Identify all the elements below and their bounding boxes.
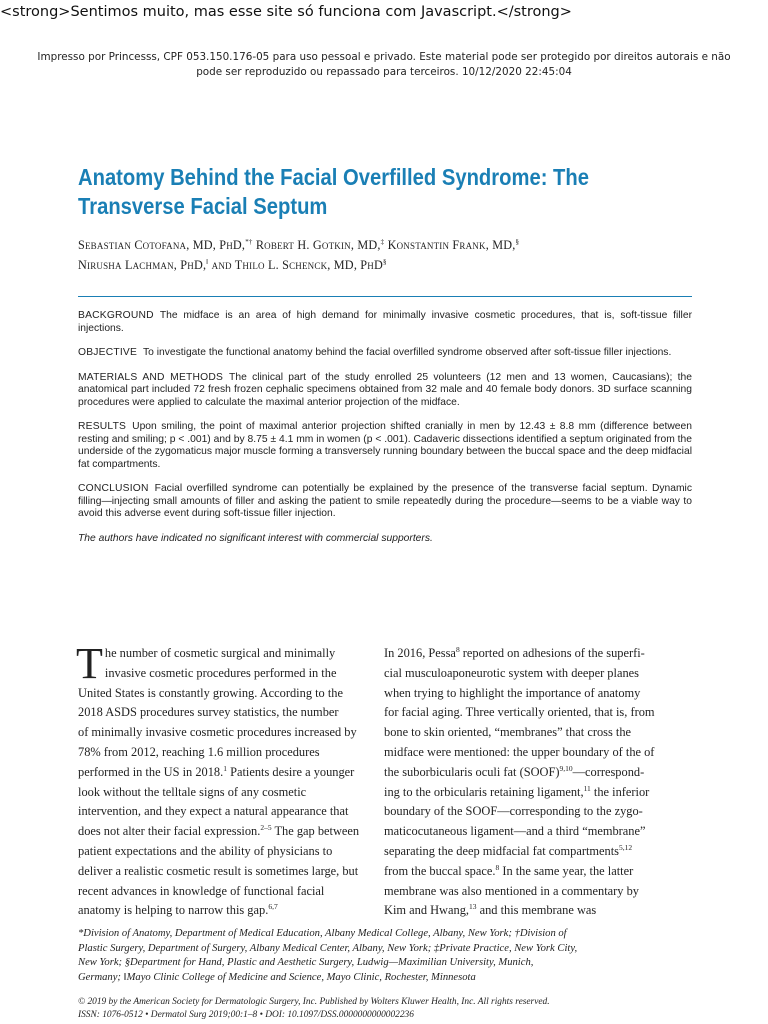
footnote-line: Plastic Surgery, Department of Surgery, Albany Medical Center, Albany, New York; ‡Private Practice, New York City, <box>78 942 578 954</box>
body-text: performed in the US in 2018. <box>78 764 224 779</box>
body-line <box>384 901 696 921</box>
body-text: Kim and Hwang, <box>384 903 469 918</box>
citation-ref: 2–5 <box>260 823 272 833</box>
section-text: Upon smiling, the point of maximal anterior projection shifted cranially in men by 12.43 ± 8.8 mm (difference between resting and smiling; p < .001) and by 8.75 ± 4.1 mm in women (p < .001). Cadaveric dissections identified a septum originated from the underside of the zygomaticus major muscle forming a transversely running boundary between the buccal space and the deep midfacial fat compartments. <box>78 421 692 470</box>
body-text: and this membrane was <box>476 903 597 918</box>
author-name: Konstantin Frank, MD, <box>384 238 516 252</box>
body-text: anatomy is helping to narrow this gap. <box>78 903 269 918</box>
citation-ref: 6,7 <box>268 902 278 912</box>
body-text: Patients desire a younger <box>226 764 355 779</box>
drop-cap: T <box>76 639 103 688</box>
abstract-divider <box>78 296 692 297</box>
abstract <box>78 310 692 557</box>
copyright-notice <box>78 996 698 1021</box>
abstract-results <box>78 421 692 471</box>
abstract-background <box>78 310 692 335</box>
body-line <box>384 644 696 664</box>
body-line: patient expectations and the ability of physicians to <box>78 843 333 858</box>
author-affiliation-mark: ‡ <box>380 238 385 246</box>
body-text: The gap between <box>271 824 360 839</box>
author-affiliation-mark: *† <box>245 238 253 246</box>
body-line: for facial aging. Three vertically oriented, that is, from <box>384 705 655 720</box>
affiliations-footnote <box>78 927 698 985</box>
body-line: United States is constantly growing. According to the <box>78 685 343 700</box>
author-name: Robert H. Gotkin, MD, <box>252 238 381 252</box>
footnote-line: *Division of Anatomy, Department of Medical Education, Albany Medical College, Albany, New York; †Division of <box>78 928 567 939</box>
body-line: intervention, and they expect a natural appearance that <box>78 804 349 819</box>
body-line: invasive cosmetic procedures performed in the <box>104 665 337 680</box>
body-text: In the same year, the latter <box>499 863 634 878</box>
body-line: of minimally invasive cosmetic procedures increased by <box>78 725 357 740</box>
body-line: 78% from 2012, reaching 1.6 million procedures <box>78 744 320 759</box>
imprint-notice <box>28 50 740 80</box>
body-line <box>78 901 368 921</box>
body-text: the suborbicularis oculi fat (SOOF) <box>384 764 560 779</box>
section-text: To investigate the functional anatomy behind the facial overfilled syndrome observed after soft-tissue filler injections. <box>143 347 672 358</box>
section-heading: RESULTS <box>78 421 127 432</box>
abstract-conclusion <box>78 483 692 521</box>
citation-ref: 11 <box>583 783 591 793</box>
citation-ref: 8 <box>495 862 500 872</box>
body-line: deliver a realistic cosmetic result is sometimes large, but <box>78 863 359 878</box>
body-line <box>384 783 696 803</box>
author-list <box>78 235 698 275</box>
body-line: when trying to highlight the importance of anatomy <box>384 685 641 700</box>
body-text: ing to the orbicularis retaining ligament, <box>384 784 584 799</box>
author-affiliation-mark: § <box>515 238 520 246</box>
article-title <box>78 163 697 221</box>
author-affiliation-mark: § <box>383 258 387 266</box>
copyright-line: © 2019 by the American Society for Dermatologic Surgery, Inc. Published by Wolters Kluwer Health, Inc. All rights reserved. <box>78 997 550 1007</box>
body-text: In 2016, Pessa <box>384 646 456 660</box>
body-text: from the buccal space. <box>384 863 496 878</box>
abstract-methods <box>78 372 692 410</box>
citation-ref: 5,12 <box>618 842 633 852</box>
author-name: Sebastian Cotofana, MD, PhD, <box>78 238 246 252</box>
section-text: The clinical part of the study enrolled 25 volunteers (12 men and 13 women, Caucasians); the anatomical part included 72 fresh frozen cephalic specimens obtained from 32 male and 40 female body donors. 3D surface scanning procedures were applied to calculate the maximal anterior projection of the midface. <box>78 371 692 408</box>
footnote-line: Germany; ‖Mayo Clinic College of Medicine and Science, Mayo Clinic, Rochester, Minnesota <box>78 971 476 983</box>
author-line <box>78 255 698 275</box>
body-line: membrane was also mentioned in a commentary by <box>384 883 639 898</box>
body-line <box>78 763 368 783</box>
author-affiliation-mark: ‖ <box>206 258 209 266</box>
section-heading: CONCLUSION <box>78 483 149 494</box>
noscript-message: <strong>Sentimos muito, mas esse site só funciona com Javascript.</strong> <box>0 4 572 20</box>
section-heading: MATERIALS AND METHODS <box>78 371 224 383</box>
body-text: separating the deep midfacial fat compartments <box>384 843 619 858</box>
section-heading: OBJECTIVE <box>78 347 138 358</box>
journal-citation-line: ISSN: 1076-0512 • Dermatol Surg 2019;00:1–8 • DOI: 10.1097/DSS.0000000000002236 <box>78 1009 414 1020</box>
section-heading: BACKGROUND <box>78 310 154 321</box>
body-line: look without the telltale signs of any cosmetic <box>78 784 307 799</box>
body-column-right <box>384 644 696 921</box>
body-line: 2018 ASDS procedures survey statistics, the number <box>78 705 339 720</box>
section-text: The midface is an area of high demand for minimally invasive cosmetic procedures, that is, soft-tissue filler injections. <box>78 310 692 334</box>
citation-ref: 13 <box>469 902 477 912</box>
body-line <box>384 862 696 882</box>
footnote-line: New York; §Department for Hand, Plastic and Aesthetic Surgery, Ludwig—Maximilian University, Munich, <box>78 957 534 968</box>
body-text: the inferior <box>590 784 650 799</box>
body-text: —correspond- <box>572 764 645 779</box>
imprint-line: Impresso por Princesss, CPF 053.150.176-05 para uso pessoal e privado. Este material pode ser protegido por direitos autorais e não <box>37 51 731 63</box>
body-line <box>384 763 696 783</box>
body-line: boundary of the SOOF—corresponding to the zygo- <box>384 804 643 819</box>
body-line: bone to skin oriented, “membranes” that cross the <box>384 725 632 740</box>
body-line: recent advances in knowledge of functional facial <box>78 883 325 898</box>
section-text: Facial overfilled syndrome can potentially be explained by the presence of the transverse facial septum. Dynamic filling—injecting small amounts of filler and asking the patient to smile repeatedly during the procedure—seems to be a viable way to avoid this adverse event during soft-tissue filler injection. <box>78 483 692 519</box>
body-line: he number of cosmetic surgical and minimally <box>104 646 336 660</box>
author-line <box>78 235 698 255</box>
author-name: Nirusha Lachman, PhD, <box>78 258 207 272</box>
disclosure-statement: The authors have indicated no significant interest with commercial supporters. <box>78 532 433 544</box>
body-column-left <box>76 639 368 921</box>
body-text: does not alter their facial expression. <box>78 824 261 839</box>
body-line <box>384 842 696 862</box>
body-text: reported on adhesions of the superfi- <box>459 646 645 660</box>
title-line: Anatomy Behind the Facial Overfilled Syndrome: The <box>78 164 589 190</box>
author-name: and Thilo L. Schenck, MD, PhD <box>208 258 383 272</box>
imprint-line: pode ser reproduzido ou repassado para terceiros. 10/12/2020 22:45:04 <box>196 66 572 78</box>
body-line <box>78 822 368 842</box>
abstract-objective <box>78 347 692 360</box>
body-line: midface were mentioned: the upper boundary of the of <box>384 744 655 759</box>
body-line: maticocutaneous ligament—and a third “membrane” <box>384 824 646 839</box>
body-line: cial musculoaponeurotic system with deeper planes <box>384 665 639 680</box>
citation-ref: 1 <box>223 763 227 773</box>
citation-ref: 8 <box>455 645 460 654</box>
citation-ref: 9,10 <box>559 763 573 773</box>
title-line: Transverse Facial Septum <box>78 193 328 219</box>
